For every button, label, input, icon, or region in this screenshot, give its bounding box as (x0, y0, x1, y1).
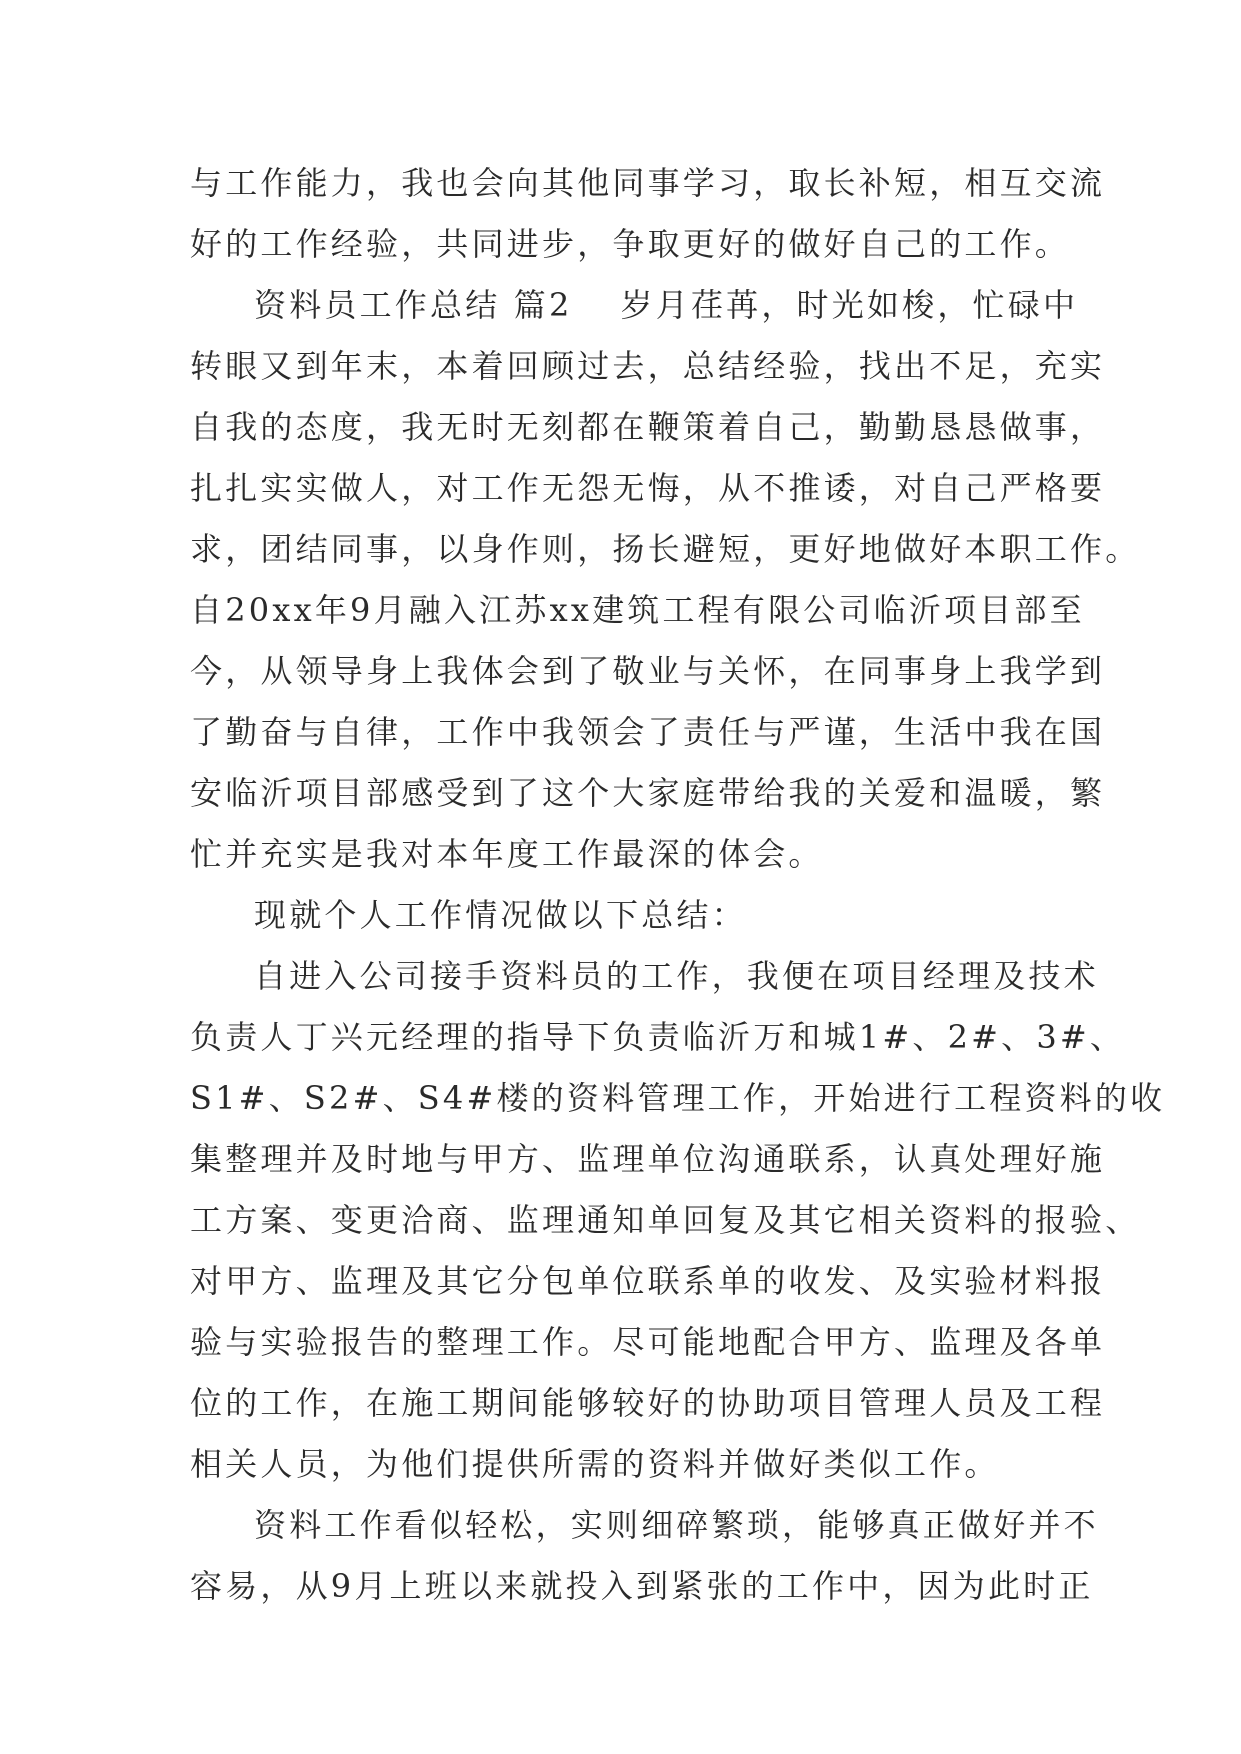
section-heading-line (190, 275, 1079, 336)
text-line: S1#、S2#、S4#楼的资料管理工作，开始进行工程资料的收 (190, 1079, 1166, 1117)
paragraph-start: 岁月荏苒，时光如梭，忙碌中 (620, 286, 1079, 324)
text-line: 安临沂项目部感受到了这个大家庭带给我的关爱和温暖，繁 (190, 774, 1106, 812)
text-line: 负责人丁兴元经理的指导下负责临沂万和城1#、2#、3#、 (190, 1018, 1126, 1056)
text-line: 转眼又到年末，本着回顾过去，总结经验，找出不足，充实 (190, 347, 1106, 385)
text-line: 扎扎实实做人，对工作无怨无悔，从不推诿，对自己严格要 (190, 469, 1106, 507)
text-line: 好的工作经验，共同进步，争取更好的做好自己的工作。 (190, 225, 1071, 263)
text-line: 现就个人工作情况做以下总结： (254, 896, 747, 934)
text-line: 位的工作，在施工期间能够较好的协助项目管理人员及工程 (190, 1384, 1106, 1422)
text-line: 了勤奋与自律，工作中我领会了责任与严谨，生活中我在国 (190, 713, 1106, 751)
text-line: 忙并充实是我对本年度工作最深的体会。 (190, 835, 824, 873)
text-line: 容易，从9月上班以来就投入到紧张的工作中，因为此时正 (190, 1567, 1094, 1605)
text-line: 自20xx年9月融入江苏xx建筑工程有限公司临沂项目部至 (190, 591, 1085, 629)
text-line: 资料工作看似轻松，实则细碎繁琐，能够真正做好并不 (254, 1506, 1099, 1544)
text-line: 自进入公司接手资料员的工作，我便在项目经理及技术 (254, 957, 1099, 995)
text-line: 相关人员，为他们提供所需的资料并做好类似工作。 (190, 1445, 1000, 1483)
text-line: 与工作能力，我也会向其他同事学习，取长补短，相互交流 (190, 164, 1106, 202)
text-line: 工方案、变更洽商、监理通知单回复及其它相关资料的报验、 (190, 1201, 1141, 1239)
text-line: 自我的态度，我无时无刻都在鞭策着自己，勤勤恳恳做事， (190, 408, 1106, 446)
text-line: 今，从领导身上我体会到了敬业与关怀，在同事身上我学到 (190, 652, 1106, 690)
text-line: 对甲方、监理及其它分包单位联系单的收发、及实验材料报 (190, 1262, 1106, 1300)
text-line: 验与实验报告的整理工作。尽可能地配合甲方、监理及各单 (190, 1323, 1106, 1361)
body-text (190, 153, 1166, 1617)
section-heading: 资料员工作总结 篇2 (254, 286, 573, 324)
text-line: 求，团结同事，以身作则，扬长避短，更好地做好本职工作。 (190, 530, 1141, 568)
text-line: 集整理并及时地与甲方、监理单位沟通联系，认真处理好施 (190, 1140, 1106, 1178)
